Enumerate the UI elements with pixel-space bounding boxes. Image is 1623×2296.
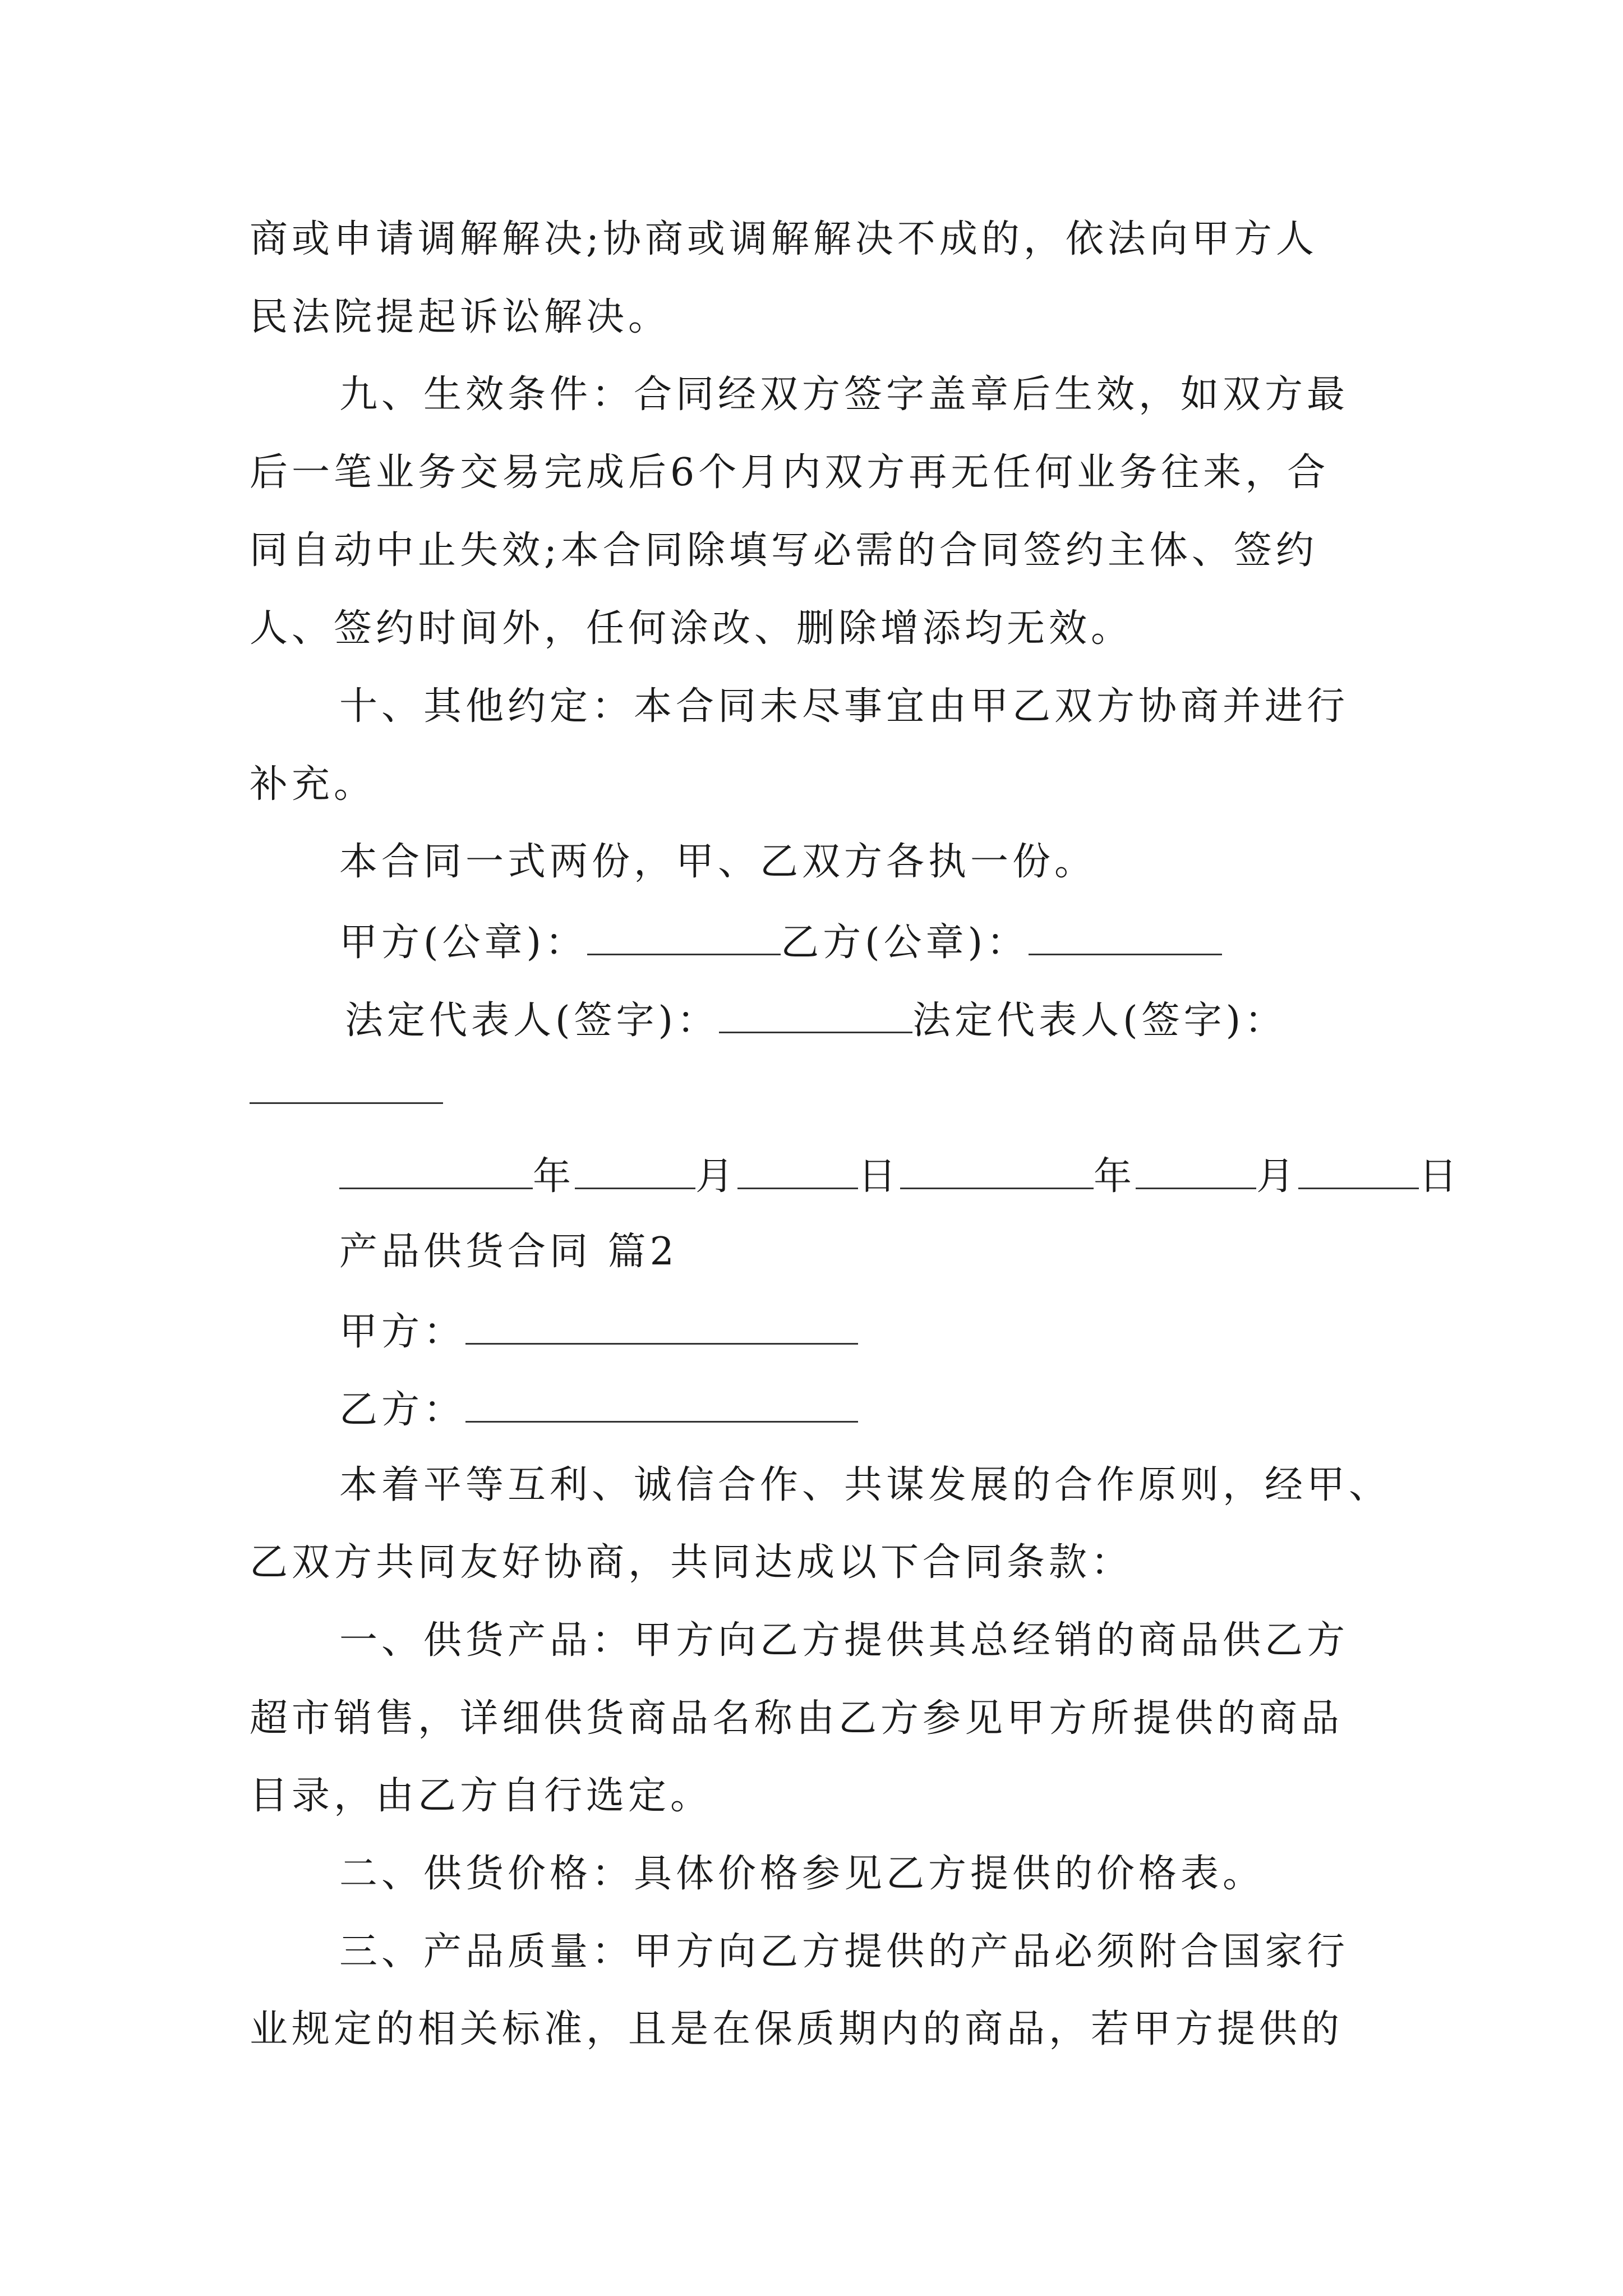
clause-1-line: 超市销售，详细供货商品名称由乙方参见甲方所提供的商品 — [250, 1696, 1344, 1741]
party-a-blank[interactable] — [465, 1310, 858, 1345]
preamble-line: 本着平等互利、诚信合作、共谋发展的合作原则，经甲、 — [339, 1463, 1391, 1507]
legal-rep-b-label: 法定代表人(签字)： — [912, 999, 1287, 1043]
date-a-month-blank[interactable] — [575, 1155, 695, 1189]
date-a-day-blank[interactable] — [737, 1155, 858, 1189]
clause-9-line: 人、签约时间外，任何涂改、删除增添均无效。 — [250, 606, 1133, 651]
preamble-line: 乙双方共同友好协商，共同达成以下合同条款： — [250, 1540, 1133, 1585]
clause-2-line: 二、供货价格：具体价格参见乙方提供的价格表。 — [339, 1852, 1265, 1896]
month-label: 月 — [1256, 1154, 1299, 1199]
clause-10-line: 十、其他约定：本合同未尽事宜由甲乙双方协商并进行 — [339, 684, 1349, 729]
legal-rep-b-blank[interactable] — [250, 1102, 443, 1104]
date-line — [339, 1154, 1461, 1199]
party-a-line — [339, 1310, 858, 1354]
legal-rep-a-blank[interactable] — [719, 999, 912, 1033]
clause-1-line: 一、供货产品：甲方向乙方提供其总经销的商品供乙方 — [339, 1618, 1349, 1663]
party-a-label: 甲方： — [339, 1310, 466, 1354]
day-label: 日 — [1419, 1154, 1461, 1199]
clause-3-line: 业规定的相关标准，且是在保质期内的商品，若甲方提供的 — [250, 2007, 1344, 2051]
party-b-blank[interactable] — [465, 1388, 858, 1423]
clause-9-line: 后一笔业务交易完成后6个月内双方再无任何业务往来，合 — [250, 450, 1330, 495]
party-a-seal-blank[interactable] — [587, 921, 781, 955]
day-label: 日 — [858, 1154, 901, 1199]
legal-rep-a-label: 法定代表人(签字)： — [345, 999, 720, 1043]
clause-1-line: 目录，由乙方自行选定。 — [250, 1774, 713, 1818]
party-b-label: 乙方： — [339, 1388, 466, 1432]
party-b-line — [339, 1388, 858, 1432]
seal-line — [339, 921, 1222, 965]
date-b-day-blank[interactable] — [1298, 1155, 1419, 1189]
paragraph-line: 商或申请调解解决;协商或调解解决不成的，依法向甲方人 — [250, 217, 1318, 261]
year-label: 年 — [1094, 1154, 1136, 1199]
paragraph-line: 民法院提起诉讼解决。 — [250, 295, 671, 339]
clause-9-line: 九、生效条件：合同经双方签字盖章后生效，如双方最 — [339, 372, 1349, 417]
date-b-year-blank[interactable] — [900, 1155, 1094, 1189]
date-b-month-blank[interactable] — [1136, 1155, 1256, 1189]
clause-9-line: 同自动中止失效;本合同除填写必需的合同签约主体、签约 — [250, 528, 1318, 573]
copies-statement: 本合同一式两份，甲、乙双方各执一份。 — [339, 840, 1097, 884]
month-label: 月 — [695, 1154, 738, 1199]
clause-3-line: 三、产品质量：甲方向乙方提供的产品必须附合国家行 — [339, 1930, 1349, 1974]
clause-10-line: 补充。 — [250, 762, 376, 807]
party-a-seal-label: 甲方(公章)： — [339, 921, 588, 965]
year-label: 年 — [533, 1154, 575, 1199]
party-b-seal-label: 乙方(公章)： — [781, 921, 1029, 965]
date-a-year-blank[interactable] — [339, 1155, 533, 1189]
legal-rep-line — [345, 999, 1287, 1043]
section-heading: 产品供货合同 篇2 — [339, 1230, 678, 1274]
party-b-seal-blank[interactable] — [1029, 921, 1222, 955]
